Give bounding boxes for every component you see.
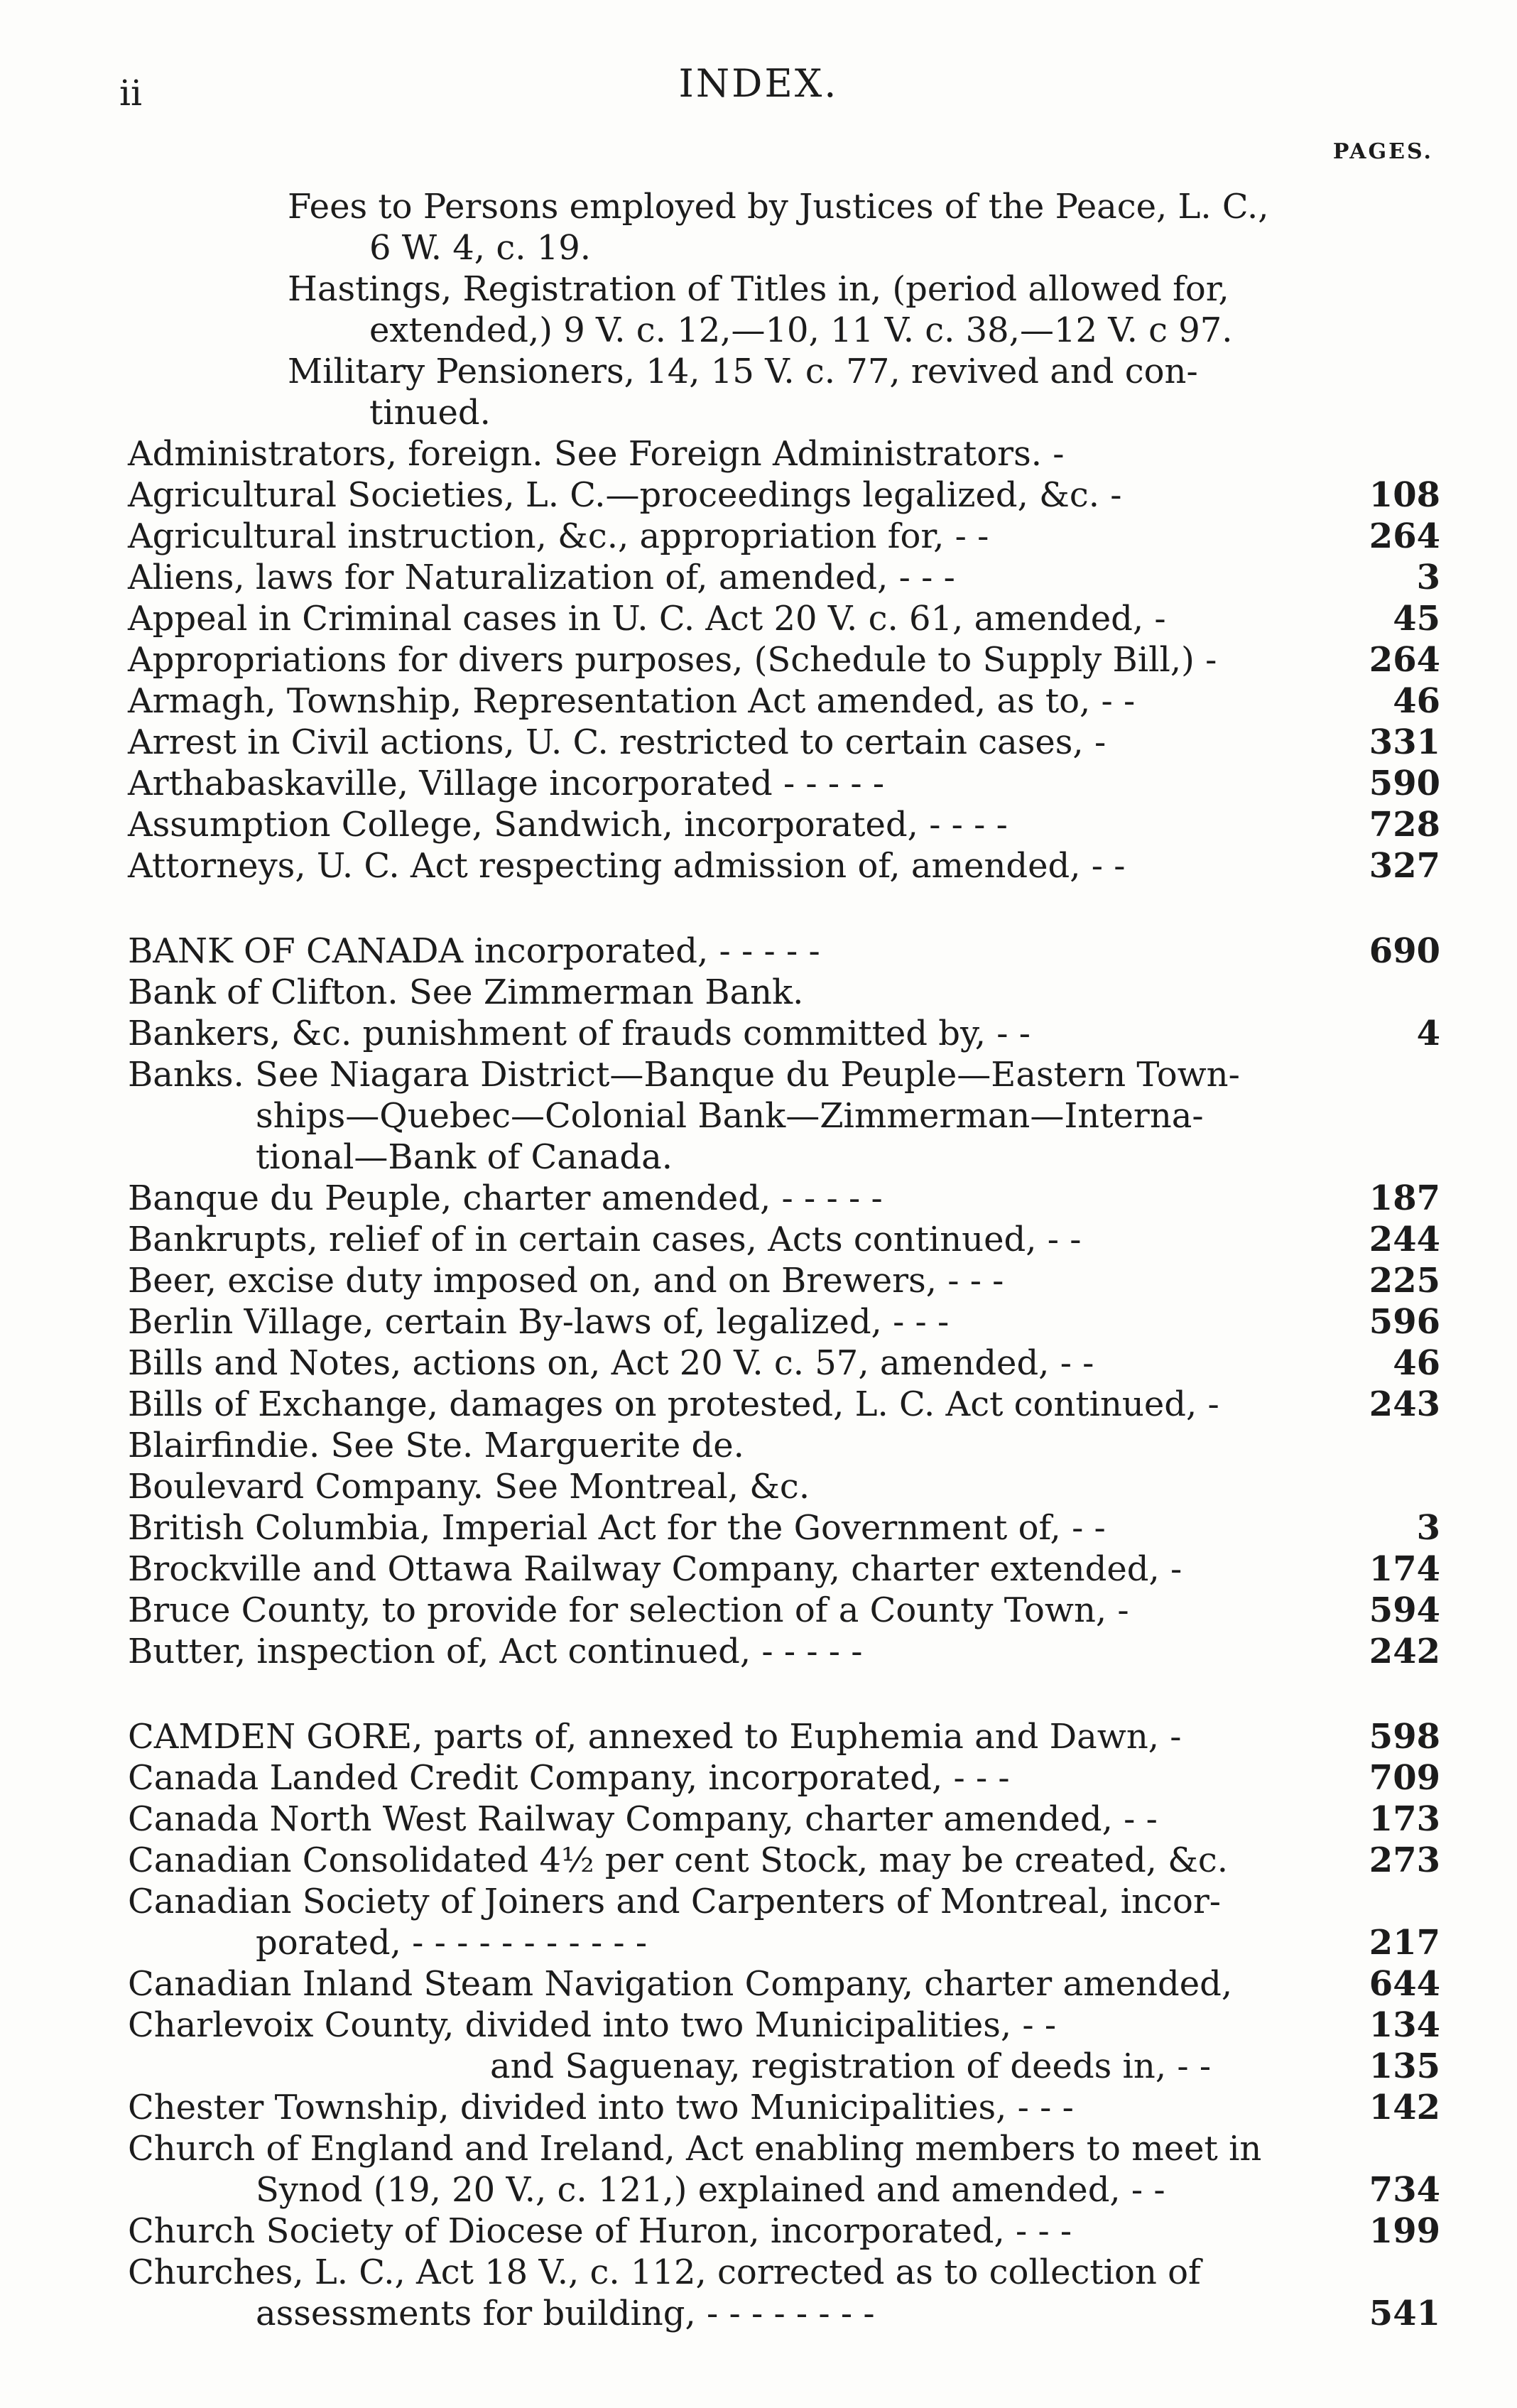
index-entry: assessments for building, - - - - - - - - 541 xyxy=(256,2294,1440,2333)
index-entry: Butter, inspection of, Act continued, - - - - - 242 xyxy=(128,1632,1440,1671)
index-entry: Attorneys, U. C. Act respecting admission of, amended, - - 327 xyxy=(128,846,1440,886)
index-entry: Brockville and Ottawa Railway Company, charter extended, - 174 xyxy=(128,1549,1440,1589)
index-entry: Agricultural Societies, L. C.—proceedings legalized, &c. - 108 xyxy=(128,475,1440,515)
index-entry: 6 W. 4, c. 19. xyxy=(369,228,592,268)
index-entry: Canada North West Railway Company, charter amended, - - 173 xyxy=(128,1799,1440,1839)
index-entry: Armagh, Township, Representation Act amended, as to, - - 46 xyxy=(128,681,1440,721)
index-entry: Synod (19, 20 V., c. 121,) explained and amended, - - 734 xyxy=(256,2170,1440,2210)
index-entries xyxy=(0,186,1517,2334)
index-entry: Church Society of Diocese of Huron, incorporated, - - - 199 xyxy=(128,2211,1440,2251)
index-entry: Boulevard Company. See Montreal, &c. xyxy=(128,1467,810,1507)
index-entry: Charlevoix County, divided into two Municipalities, - - 134 xyxy=(128,2005,1440,2045)
index-entry: Bankrupts, relief of in certain cases, Acts continued, - - 244 xyxy=(128,1220,1440,1259)
index-entry: Canadian Society of Joiners and Carpenters of Montreal, incor- xyxy=(128,1882,1221,1921)
index-entry: porated, - - - - - - - - - - - 217 xyxy=(256,1923,1440,1963)
index-entry: Church of England and Ireland, Act enabling members to meet in xyxy=(128,2129,1262,2169)
index-entry: and Saguenay, registration of deeds in, - - 135 xyxy=(490,2046,1440,2086)
index-entry: Canadian Consolidated 4½ per cent Stock, may be created, &c. 273 xyxy=(128,1840,1440,1880)
index-entry: Chester Township, divided into two Municipalities, - - - 142 xyxy=(128,2088,1440,2127)
index-entry: Agricultural instruction, &c., appropriation for, - - 264 xyxy=(128,516,1440,556)
index-entry: Beer, excise duty imposed on, and on Brewers, - - - 225 xyxy=(128,1261,1440,1301)
index-entry: Appeal in Criminal cases in U. C. Act 20 V. c. 61, amended, - 45 xyxy=(128,599,1440,639)
index-entry: Bank of Clifton. See Zimmerman Bank. xyxy=(128,972,804,1012)
index-entry: Fees to Persons employed by Justices of the Peace, L. C., xyxy=(288,187,1269,227)
index-entry: Bills of Exchange, damages on protested, L. C. Act continued, - 243 xyxy=(128,1384,1440,1424)
index-entry: Canadian Inland Steam Navigation Company, charter amended, 644 xyxy=(128,1964,1440,2004)
index-entry: Appropriations for divers purposes, (Schedule to Supply Bill,) - 264 xyxy=(128,640,1440,680)
index-entry: extended,) 9 V. c. 12,—10, 11 V. c. 38,—12 V. c 97. xyxy=(369,310,1233,350)
index-entry: Banque du Peuple, charter amended, - - - - - 187 xyxy=(128,1178,1440,1218)
index-entry: Hastings, Registration of Titles in, (period allowed for, xyxy=(288,269,1229,309)
index-entry: Administrators, foreign. See Foreign Administrators. - xyxy=(128,434,1065,474)
section-gap xyxy=(0,1672,1517,1716)
index-entry: Bankers, &c. punishment of frauds committed by, - - 4 xyxy=(128,1014,1440,1053)
index-entry: Banks. See Niagara District—Banque du Peuple—Eastern Town- xyxy=(128,1055,1240,1095)
index-entry: BANK OF CANADA incorporated, - - - - - 690 xyxy=(128,931,1440,971)
pages-column-heading: PAGES. xyxy=(1332,139,1433,164)
index-entry: Aliens, laws for Naturalization of, amended, - - - 3 xyxy=(128,558,1440,597)
index-entry: Blairfindie. See Ste. Marguerite de. xyxy=(128,1426,744,1465)
index-entry: Arthabaskaville, Village incorporated - - - - - 590 xyxy=(128,764,1440,803)
index-entry: Bruce County, to provide for selection of a County Town, - 594 xyxy=(128,1590,1440,1630)
index-entry: Churches, L. C., Act 18 V., c. 112, corrected as to collection of xyxy=(128,2252,1201,2292)
index-entry: Bills and Notes, actions on, Act 20 V. c. 57, amended, - - 46 xyxy=(128,1343,1440,1383)
section-gap xyxy=(0,886,1517,931)
index-entry: Military Pensioners, 14, 15 V. c. 77, revived and con- xyxy=(288,352,1198,391)
index-entry: British Columbia, Imperial Act for the Government of, - - 3 xyxy=(128,1508,1440,1548)
index-entry: Assumption College, Sandwich, incorporated, - - - - 728 xyxy=(128,805,1440,845)
page-title: INDEX. xyxy=(678,61,839,106)
index-entry: ships—Quebec—Colonial Bank—Zimmerman—Interna- xyxy=(256,1096,1204,1136)
index-entry: Canada Landed Credit Company, incorporated, - - - 709 xyxy=(128,1758,1440,1798)
index-entry: CAMDEN GORE, parts of, annexed to Euphemia and Dawn, - 598 xyxy=(128,1717,1440,1757)
index-entry: Berlin Village, certain By-laws of, legalized, - - - 596 xyxy=(128,1302,1440,1342)
index-entry: tinued. xyxy=(369,393,491,433)
page-folio: ii xyxy=(119,72,142,114)
index-entry: Arrest in Civil actions, U. C. restricted to certain cases, - 331 xyxy=(128,722,1440,762)
index-entry: tional—Bank of Canada. xyxy=(256,1137,673,1177)
